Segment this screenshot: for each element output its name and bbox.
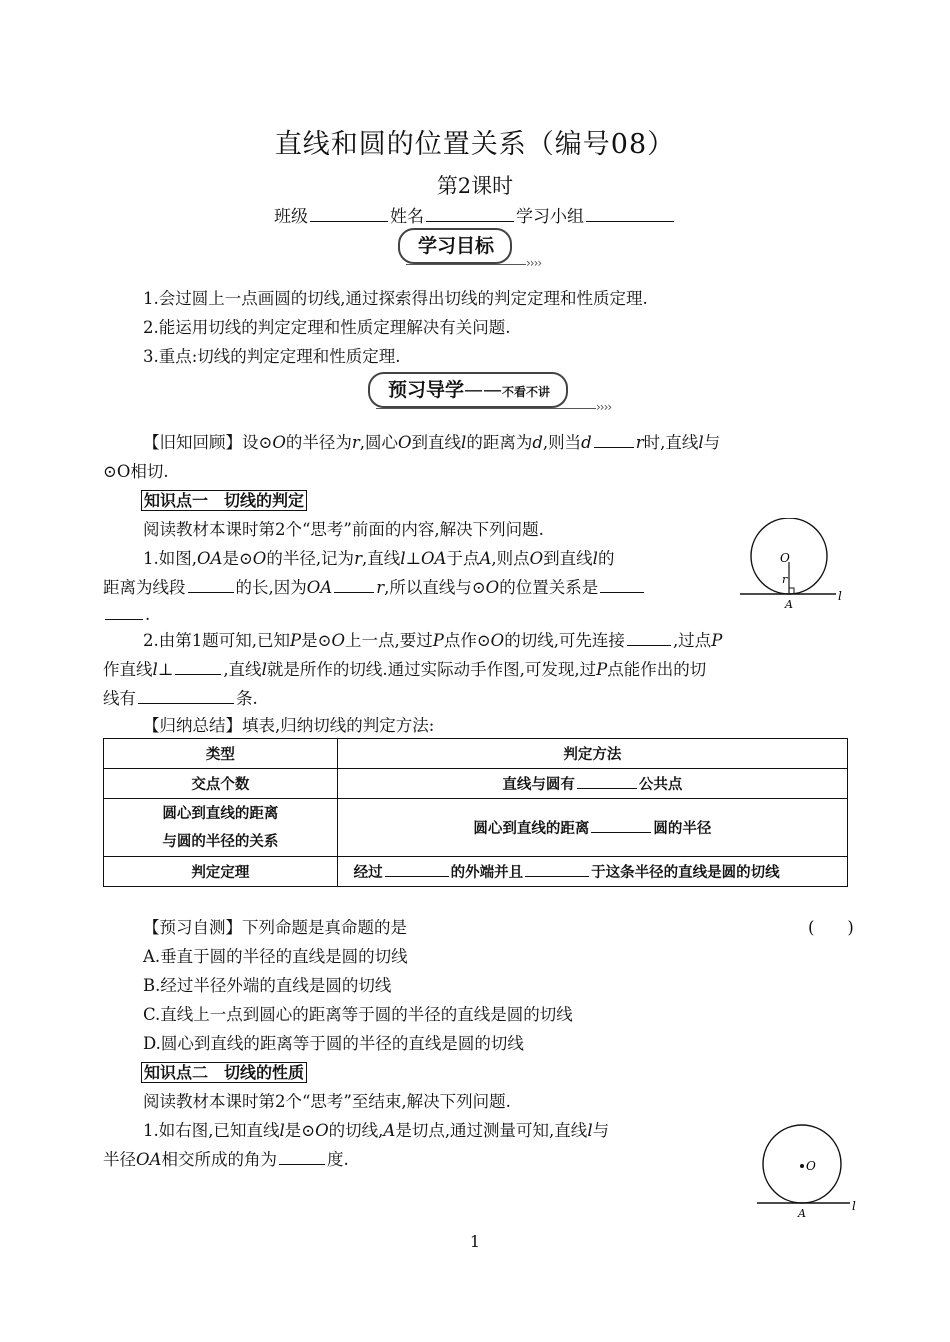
k2-q1-line-2: 半径OA相交所成的角为 度. [103, 1150, 349, 1169]
k1-q2-blank-2[interactable] [175, 660, 221, 675]
class-label: 班级 [274, 207, 308, 227]
student-info-line [0, 202, 950, 227]
option-a[interactable]: A.垂直于圆的半径的直线是圆的切线 [143, 947, 408, 966]
k1-q2-line-3: 线有 条. [103, 689, 258, 708]
k1-q1-blank-3-cont[interactable] [105, 605, 143, 620]
arrows-icon: ›››› [526, 256, 542, 270]
k1-intro: 阅读教材本课时第2个“思考”前面的内容,解决下列问题. [143, 520, 544, 539]
k1-q1-line-3: . [103, 600, 150, 629]
table-blank-4[interactable] [525, 862, 589, 877]
table-header-method: 判定方法 [337, 739, 847, 769]
fig2-label-O: O [806, 1159, 816, 1173]
fig1-label-l: l [838, 589, 842, 603]
k1-q2-blank-1[interactable] [627, 631, 671, 646]
page-subtitle: 第2课时 [436, 174, 514, 198]
fig1-label-r: r [782, 573, 788, 586]
selftest-question: 【预习自测】下列命题是真命题的是 [143, 918, 407, 937]
fig2-center-dot [800, 1164, 804, 1168]
table-blank-3[interactable] [385, 862, 449, 877]
page-number: 1 [469, 1232, 481, 1251]
fig1-label-O: O [780, 551, 790, 565]
k1-heading: 知识点一 切线的判定 [141, 486, 307, 515]
page-title: 直线和圆的位置关系（编号08） [274, 129, 676, 160]
fig2-label-A: A [798, 1207, 806, 1218]
k2-heading: 知识点二 切线的性质 [141, 1058, 307, 1087]
objective-2: 2.能运用切线的判定定理和性质定理解决有关问题. [143, 318, 511, 337]
tangent-figure-1 [740, 518, 850, 614]
tangent-figure-2 [755, 1124, 865, 1218]
objectives-banner-label: 学习目标 [398, 228, 512, 264]
table-row: 判定定理 经过 的外端并且 于这条半径的直线是圆的切线 [104, 857, 848, 887]
option-d[interactable]: D.圆心到直线的距离等于圆的半径的直线是圆的切线 [143, 1034, 524, 1053]
k2-q1-line-1: 1.如右图,已知直线l是⊙O的切线,A是切点,通过测量可知,直线l与 [143, 1121, 610, 1140]
k1-q2-line-2: 作直线l⊥ ,直线l就是所作的切线.通过实际动手作图,可发现,过P点能作出的切 [103, 660, 707, 679]
k1-q2-blank-3[interactable] [138, 689, 234, 704]
objectives-banner [398, 226, 558, 270]
table-row: 圆心到直线的距离 与圆的半径的关系 圆心到直线的距离 圆的半径 [104, 799, 848, 857]
class-blank[interactable] [310, 207, 388, 222]
table-blank-2[interactable] [591, 818, 651, 833]
fig1-label-A: A [785, 598, 793, 611]
table-header-row [104, 739, 848, 769]
group-label: 学习小组 [516, 207, 584, 227]
k1-q2-line-1: 2.由第1题可知,已知P是⊙O上一点,要过P点作⊙O的切线,可先连接 ,过点P [143, 631, 723, 650]
name-blank[interactable] [426, 207, 514, 222]
name-label: 姓名 [390, 207, 424, 227]
k2-q1-blank[interactable] [279, 1150, 325, 1165]
k1-q1-line-1: 1.如图,OA是⊙O的半径,记为r,直线l⊥OA于点A,则点O到直线l的 [143, 549, 615, 568]
review-blank[interactable] [594, 433, 634, 448]
k1-q1-blank-3[interactable] [600, 578, 644, 593]
k1-q1-blank-2[interactable] [334, 578, 374, 593]
k1-summary: 【归纳总结】填表,归纳切线的判定方法: [143, 716, 435, 735]
arrows-icon: ›››› [596, 400, 612, 414]
k1-q1-blank-1[interactable] [188, 578, 234, 593]
preview-banner [368, 370, 628, 414]
group-blank[interactable] [586, 207, 674, 222]
criteria-table [103, 738, 848, 887]
objective-3: 3.重点:切线的判定定理和性质定理. [143, 347, 401, 366]
table-blank-1[interactable] [577, 774, 637, 789]
option-b[interactable]: B.经过半径外端的直线是圆的切线 [143, 976, 392, 995]
review-line-1: 【旧知回顾】设⊙O的半径为r,圆心O到直线l的距离为d,则当d r时,直线l与 [143, 433, 721, 452]
k1-q1-line-2: 距离为线段 的长,因为OA r,所以直线与⊙O的位置关系是 [103, 573, 646, 602]
k2-intro: 阅读教材本课时第2个“思考”至结束,解决下列问题. [143, 1092, 511, 1111]
fig2-label-l: l [852, 1199, 856, 1213]
table-header-type: 类型 [104, 739, 338, 769]
objective-1: 1.会过圆上一点画圆的切线,通过探索得出切线的判定定理和性质定理. [143, 289, 648, 308]
option-c[interactable]: C.直线上一点到圆心的距离等于圆的半径的直线是圆的切线 [143, 1005, 573, 1024]
table-row: 交点个数 直线与圆有 公共点 [104, 769, 848, 799]
preview-banner-label: 预习导学——不看不讲 [368, 372, 568, 408]
answer-bracket[interactable]: ( ) [808, 918, 854, 937]
review-line-2: ⊙O相切. [103, 462, 169, 481]
